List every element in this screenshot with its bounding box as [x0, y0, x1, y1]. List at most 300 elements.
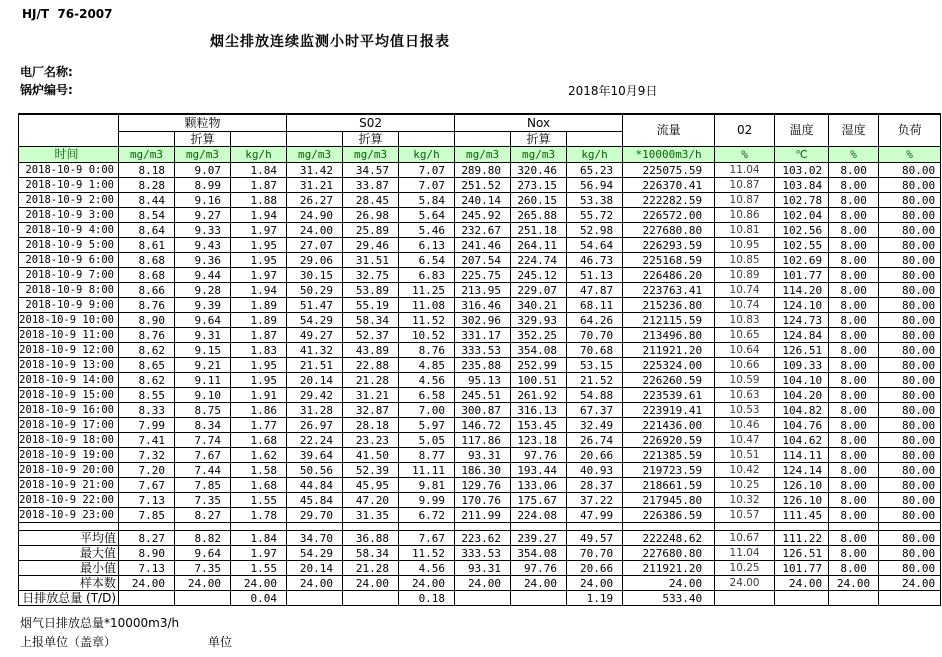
value-cell: 30.15	[287, 268, 343, 283]
value-cell: 9.11	[175, 373, 231, 388]
value-cell: 8.00	[829, 358, 879, 373]
value-cell: 80.00	[879, 448, 941, 463]
value-cell: 11.08	[399, 298, 455, 313]
value-cell: 10.86	[715, 208, 775, 223]
value-cell: 7.67	[399, 531, 455, 546]
value-cell: 10.85	[715, 253, 775, 268]
summary-row-label: 日排放总量 (T/D)	[19, 591, 119, 606]
value-cell: 117.86	[455, 433, 511, 448]
value-cell: 223763.41	[623, 283, 715, 298]
value-cell: 8.82	[175, 531, 231, 546]
value-cell: 8.28	[119, 178, 175, 193]
value-cell: 129.76	[455, 478, 511, 493]
flue-gas-total-note: 烟气日排放总量*10000m3/h	[20, 616, 180, 630]
value-cell: 20.66	[567, 448, 623, 463]
value-cell: 212115.59	[623, 313, 715, 328]
value-cell: 55.72	[567, 208, 623, 223]
value-cell: 221385.59	[623, 448, 715, 463]
value-cell: 123.18	[511, 433, 567, 448]
value-cell: 6.13	[399, 238, 455, 253]
value-cell: 24.90	[287, 208, 343, 223]
value-cell: 28.37	[567, 478, 623, 493]
value-cell: 9.99	[399, 493, 455, 508]
value-cell: 10.65	[715, 328, 775, 343]
value-cell: 1.87	[231, 178, 287, 193]
value-cell: 58.34	[343, 313, 399, 328]
value-cell: 20.66	[567, 561, 623, 576]
value-cell: 7.13	[119, 561, 175, 576]
value-cell: 211921.20	[623, 343, 715, 358]
value-cell: 9.07	[175, 163, 231, 178]
value-cell: 6.83	[399, 268, 455, 283]
value-cell: 226293.59	[623, 238, 715, 253]
value-cell: 11.52	[399, 313, 455, 328]
value-cell: 8.00	[829, 478, 879, 493]
value-cell: 1.95	[231, 253, 287, 268]
value-cell: 9.10	[175, 388, 231, 403]
data-row	[19, 508, 941, 523]
value-cell: 80.00	[879, 208, 941, 223]
value-cell: 8.99	[175, 178, 231, 193]
value-cell: 52.39	[343, 463, 399, 478]
value-cell: 1.88	[231, 193, 287, 208]
value-cell: 9.64	[175, 546, 231, 561]
value-cell: 1.78	[231, 508, 287, 523]
value-cell: 10.67	[715, 531, 775, 546]
value-cell: 7.67	[175, 448, 231, 463]
blank-cell	[119, 132, 175, 147]
value-cell: 354.08	[511, 546, 567, 561]
value-cell: 80.00	[879, 403, 941, 418]
value-cell: 31.42	[287, 163, 343, 178]
unit-cell-humidity: %	[829, 147, 879, 163]
value-cell: 5.05	[399, 433, 455, 448]
unit-cell-flow: *10000m3/h	[623, 147, 715, 163]
value-cell: 39.64	[287, 448, 343, 463]
value-cell: 54.29	[287, 546, 343, 561]
value-cell: 100.51	[511, 373, 567, 388]
value-cell: 8.00	[829, 403, 879, 418]
value-cell: 8.00	[829, 343, 879, 358]
data-row	[19, 178, 941, 193]
value-cell: 104.62	[775, 433, 829, 448]
time-header-blank	[19, 114, 119, 147]
value-cell: 80.00	[879, 463, 941, 478]
value-cell: 211921.20	[623, 561, 715, 576]
header-temperature: 温度	[775, 114, 829, 147]
value-cell: 80.00	[879, 561, 941, 576]
value-cell: 1.91	[231, 388, 287, 403]
value-cell: 53.89	[343, 283, 399, 298]
value-cell: 8.76	[399, 343, 455, 358]
value-cell: 124.10	[775, 298, 829, 313]
value-cell: 4.56	[399, 561, 455, 576]
value-cell: 24.00	[715, 576, 775, 591]
value-cell: 29.46	[343, 238, 399, 253]
value-cell: 124.84	[775, 328, 829, 343]
header-load: 负荷	[879, 114, 941, 147]
value-cell: 333.53	[455, 343, 511, 358]
data-row	[19, 313, 941, 328]
value-cell: 20.14	[287, 561, 343, 576]
value-cell: 8.33	[119, 403, 175, 418]
value-cell: 7.35	[175, 493, 231, 508]
value-cell: 9.15	[175, 343, 231, 358]
page-title: 烟尘排放连续监测小时平均值日报表	[210, 34, 450, 50]
summary-row	[19, 591, 941, 606]
value-cell: 104.20	[775, 388, 829, 403]
value-cell: 103.02	[775, 163, 829, 178]
data-row	[19, 433, 941, 448]
value-cell: 49.27	[287, 328, 343, 343]
data-row	[19, 223, 941, 238]
value-cell: 52.37	[343, 328, 399, 343]
value-cell: 49.57	[567, 531, 623, 546]
value-cell	[879, 591, 941, 606]
value-cell: 51.13	[567, 268, 623, 283]
time-cell: 2018-10-9 13:00	[19, 358, 119, 373]
value-cell: 10.59	[715, 373, 775, 388]
value-cell: 104.10	[775, 373, 829, 388]
value-cell: 11.04	[715, 546, 775, 561]
value-cell: 223539.61	[623, 388, 715, 403]
converted-label: 折算	[343, 132, 399, 147]
value-cell: 9.39	[175, 298, 231, 313]
value-cell: 24.00	[623, 576, 715, 591]
value-cell: 316.46	[455, 298, 511, 313]
value-cell: 252.99	[511, 358, 567, 373]
value-cell: 37.22	[567, 493, 623, 508]
data-row	[19, 328, 941, 343]
value-cell: 54.88	[567, 388, 623, 403]
value-cell: 53.15	[567, 358, 623, 373]
time-cell: 2018-10-9 23:00	[19, 508, 119, 523]
value-cell: 80.00	[879, 531, 941, 546]
report-table	[18, 113, 941, 606]
value-cell: 102.56	[775, 223, 829, 238]
group-header-particulate: 颗粒物	[119, 114, 287, 132]
value-cell: 11.25	[399, 283, 455, 298]
value-cell: 32.75	[343, 268, 399, 283]
plant-name-label: 电厂名称:	[20, 65, 73, 79]
value-cell	[119, 591, 175, 606]
value-cell: 28.18	[343, 418, 399, 433]
value-cell: 41.32	[287, 343, 343, 358]
value-cell: 8.54	[119, 208, 175, 223]
time-cell: 2018-10-9 18:00	[19, 433, 119, 448]
blank-cell	[287, 132, 343, 147]
value-cell: 8.00	[829, 328, 879, 343]
data-row	[19, 343, 941, 358]
value-cell	[343, 591, 399, 606]
blank-cell	[399, 132, 455, 147]
value-cell: 8.00	[829, 313, 879, 328]
value-cell: 7.35	[175, 561, 231, 576]
value-cell: 133.06	[511, 478, 567, 493]
value-cell: 8.76	[119, 298, 175, 313]
value-cell: 104.82	[775, 403, 829, 418]
time-cell: 2018-10-9 4:00	[19, 223, 119, 238]
value-cell: 24.00	[287, 223, 343, 238]
value-cell: 4.85	[399, 358, 455, 373]
value-cell: 9.81	[399, 478, 455, 493]
value-cell: 103.84	[775, 178, 829, 193]
value-cell: 51.47	[287, 298, 343, 313]
value-cell: 56.94	[567, 178, 623, 193]
value-cell: 126.10	[775, 493, 829, 508]
data-row	[19, 208, 941, 223]
value-cell: 193.44	[511, 463, 567, 478]
time-cell: 2018-10-9 3:00	[19, 208, 119, 223]
value-cell: 1.84	[231, 163, 287, 178]
value-cell: 224.74	[511, 253, 567, 268]
value-cell: 8.44	[119, 193, 175, 208]
value-cell: 352.25	[511, 328, 567, 343]
value-cell: 226920.59	[623, 433, 715, 448]
value-cell: 9.33	[175, 223, 231, 238]
converted-label: 折算	[511, 132, 567, 147]
data-row	[19, 448, 941, 463]
value-cell: 32.87	[343, 403, 399, 418]
value-cell: 8.00	[829, 448, 879, 463]
group-header-nox: Nox	[455, 114, 623, 132]
value-cell: 1.87	[231, 328, 287, 343]
value-cell: 1.89	[231, 313, 287, 328]
data-row	[19, 478, 941, 493]
header-row-groups	[19, 114, 941, 132]
unit-cell-load: %	[879, 147, 941, 163]
value-cell: 10.47	[715, 433, 775, 448]
value-cell: 11.11	[399, 463, 455, 478]
time-cell: 2018-10-9 10:00	[19, 313, 119, 328]
value-cell: 225168.59	[623, 253, 715, 268]
data-row	[19, 358, 941, 373]
value-cell: 109.33	[775, 358, 829, 373]
value-cell: 1.95	[231, 373, 287, 388]
value-cell: 40.93	[567, 463, 623, 478]
value-cell	[879, 523, 941, 531]
value-cell: 225075.59	[623, 163, 715, 178]
value-cell: 80.00	[879, 418, 941, 433]
value-cell: 114.20	[775, 283, 829, 298]
value-cell: 10.42	[715, 463, 775, 478]
value-cell: 24.00	[343, 576, 399, 591]
value-cell: 10.25	[715, 561, 775, 576]
summary-row	[19, 546, 941, 561]
value-cell: 43.89	[343, 343, 399, 358]
value-cell: 80.00	[879, 546, 941, 561]
value-cell: 1.94	[231, 208, 287, 223]
data-row	[19, 283, 941, 298]
value-cell: 5.97	[399, 418, 455, 433]
value-cell: 47.99	[567, 508, 623, 523]
time-cell: 2018-10-9 2:00	[19, 193, 119, 208]
value-cell: 124.73	[775, 313, 829, 328]
value-cell: 24.00	[511, 576, 567, 591]
value-cell: 218661.59	[623, 478, 715, 493]
time-cell: 2018-10-9 17:00	[19, 418, 119, 433]
time-cell: 2018-10-9 15:00	[19, 388, 119, 403]
value-cell	[511, 591, 567, 606]
value-cell: 80.00	[879, 388, 941, 403]
value-cell: 8.18	[119, 163, 175, 178]
value-cell: 265.88	[511, 208, 567, 223]
value-cell: 80.00	[879, 433, 941, 448]
value-cell: 80.00	[879, 298, 941, 313]
time-cell: 2018-10-9 1:00	[19, 178, 119, 193]
data-row	[19, 268, 941, 283]
value-cell: 26.97	[287, 418, 343, 433]
value-cell: 8.76	[119, 328, 175, 343]
value-cell: 215236.80	[623, 298, 715, 313]
value-cell: 5.64	[399, 208, 455, 223]
value-cell: 7.41	[119, 433, 175, 448]
data-row	[19, 463, 941, 478]
time-cell: 2018-10-9 9:00	[19, 298, 119, 313]
value-cell: 9.28	[175, 283, 231, 298]
value-cell: 8.00	[829, 546, 879, 561]
header-flow: 流量	[623, 114, 715, 147]
value-cell	[231, 523, 287, 531]
value-cell: 8.00	[829, 561, 879, 576]
value-cell: 44.84	[287, 478, 343, 493]
value-cell: 47.20	[343, 493, 399, 508]
value-cell: 28.45	[343, 193, 399, 208]
value-cell: 111.22	[775, 531, 829, 546]
value-cell: 1.95	[231, 238, 287, 253]
value-cell: 53.38	[567, 193, 623, 208]
value-cell: 70.70	[567, 546, 623, 561]
value-cell: 45.95	[343, 478, 399, 493]
value-cell: 52.98	[567, 223, 623, 238]
value-cell: 207.54	[455, 253, 511, 268]
value-cell: 124.14	[775, 463, 829, 478]
value-cell: 8.00	[829, 193, 879, 208]
value-cell: 24.00	[567, 576, 623, 591]
value-cell: 24.00	[399, 576, 455, 591]
value-cell: 226386.59	[623, 508, 715, 523]
value-cell: 70.70	[567, 328, 623, 343]
unit-cell-o2: %	[715, 147, 775, 163]
value-cell: 8.00	[829, 238, 879, 253]
value-cell: 24.00	[287, 576, 343, 591]
value-cell: 153.45	[511, 418, 567, 433]
value-cell: 95.13	[455, 373, 511, 388]
value-cell: 186.30	[455, 463, 511, 478]
value-cell: 31.21	[287, 178, 343, 193]
value-cell	[175, 523, 231, 531]
value-cell: 24.00	[231, 576, 287, 591]
value-cell: 219723.59	[623, 463, 715, 478]
value-cell: 226260.59	[623, 373, 715, 388]
time-cell: 2018-10-9 16:00	[19, 403, 119, 418]
value-cell: 0.04	[231, 591, 287, 606]
value-cell: 97.76	[511, 448, 567, 463]
value-cell: 333.53	[455, 546, 511, 561]
value-cell	[775, 591, 829, 606]
value-cell: 8.61	[119, 238, 175, 253]
value-cell: 70.68	[567, 343, 623, 358]
value-cell: 25.89	[343, 223, 399, 238]
value-cell: 213496.80	[623, 328, 715, 343]
data-row	[19, 418, 941, 433]
value-cell: 10.74	[715, 298, 775, 313]
value-cell: 10.52	[399, 328, 455, 343]
value-cell: 55.19	[343, 298, 399, 313]
value-cell: 240.14	[455, 193, 511, 208]
value-cell: 9.31	[175, 328, 231, 343]
value-cell: 34.70	[287, 531, 343, 546]
value-cell: 126.51	[775, 343, 829, 358]
value-cell: 8.62	[119, 373, 175, 388]
value-cell	[399, 523, 455, 531]
value-cell: 80.00	[879, 343, 941, 358]
unit-cell: kg/h	[567, 147, 623, 163]
time-cell: 2018-10-9 22:00	[19, 493, 119, 508]
value-cell: 7.20	[119, 463, 175, 478]
value-cell: 10.51	[715, 448, 775, 463]
value-cell: 11.52	[399, 546, 455, 561]
value-cell: 80.00	[879, 373, 941, 388]
value-cell: 260.15	[511, 193, 567, 208]
value-cell	[623, 523, 715, 531]
value-cell: 8.62	[119, 343, 175, 358]
value-cell: 10.53	[715, 403, 775, 418]
blank-cell	[231, 132, 287, 147]
value-cell: 227680.80	[623, 546, 715, 561]
value-cell: 10.95	[715, 238, 775, 253]
boiler-no-label: 锅炉编号:	[20, 83, 73, 97]
value-cell: 80.00	[879, 268, 941, 283]
value-cell: 24.00	[879, 576, 941, 591]
report-date: 2018年10月9日	[568, 84, 658, 98]
value-cell: 222248.62	[623, 531, 715, 546]
value-cell: 9.43	[175, 238, 231, 253]
value-cell: 10.46	[715, 418, 775, 433]
value-cell: 80.00	[879, 253, 941, 268]
value-cell: 1.84	[231, 531, 287, 546]
value-cell	[775, 523, 829, 531]
value-cell: 58.34	[343, 546, 399, 561]
value-cell	[455, 591, 511, 606]
value-cell: 80.00	[879, 238, 941, 253]
value-cell: 8.00	[829, 178, 879, 193]
value-cell: 11.04	[715, 163, 775, 178]
value-cell: 8.27	[119, 531, 175, 546]
value-cell: 10.32	[715, 493, 775, 508]
value-cell: 229.07	[511, 283, 567, 298]
value-cell: 273.15	[511, 178, 567, 193]
value-cell: 251.52	[455, 178, 511, 193]
value-cell: 8.75	[175, 403, 231, 418]
time-cell: 2018-10-9 0:00	[19, 163, 119, 178]
value-cell: 8.68	[119, 268, 175, 283]
summary-row	[19, 576, 941, 591]
data-row	[19, 373, 941, 388]
value-cell	[715, 523, 775, 531]
value-cell: 1.83	[231, 343, 287, 358]
value-cell: 21.52	[567, 373, 623, 388]
value-cell: 226486.20	[623, 268, 715, 283]
time-cell: 2018-10-9 6:00	[19, 253, 119, 268]
value-cell: 50.29	[287, 283, 343, 298]
value-cell: 65.23	[567, 163, 623, 178]
unit-cell: mg/m3	[511, 147, 567, 163]
value-cell: 10.89	[715, 268, 775, 283]
value-cell: 8.00	[829, 163, 879, 178]
value-cell: 239.27	[511, 531, 567, 546]
value-cell: 24.00	[455, 576, 511, 591]
